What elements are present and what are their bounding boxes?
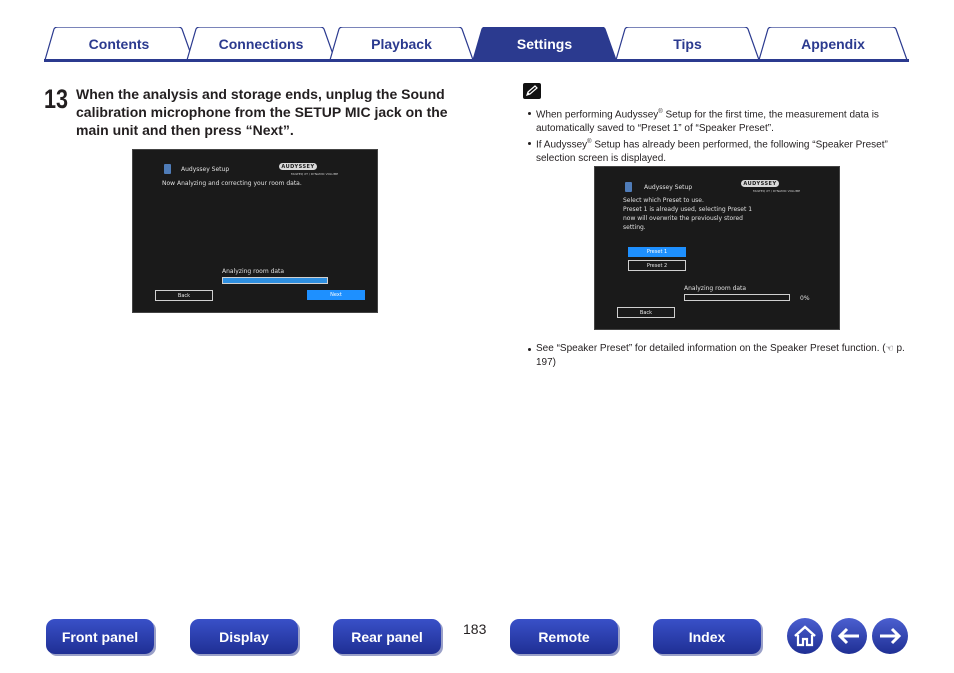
note-text: Setup for the first time, the measurement data is automatically saved to “Preset 1” of “Speaker Preset”. xyxy=(536,109,879,135)
tab-label: Tips xyxy=(673,35,702,52)
registered-mark: ® xyxy=(587,139,592,145)
tab-connections[interactable] xyxy=(186,27,336,60)
speaker-icon xyxy=(164,164,171,174)
screen-line: setting. xyxy=(623,224,646,231)
front-panel-button[interactable]: Front panel xyxy=(46,619,154,654)
note-already-performed xyxy=(536,135,911,166)
back-button[interactable]: Back xyxy=(155,290,213,301)
screen-title: Audyssey Setup xyxy=(644,184,693,191)
progress-label: Analyzing room data xyxy=(684,285,747,292)
progress-fill xyxy=(223,278,327,283)
screen-line: Select which Preset to use. xyxy=(623,197,704,204)
audyssey-logo-sub: MULTEQ XT / DYNAMIC VOLUME xyxy=(291,172,339,176)
tab-tips[interactable] xyxy=(615,27,760,60)
back-button[interactable]: Back xyxy=(617,307,675,318)
note-first-time xyxy=(536,105,911,136)
tab-underline xyxy=(44,59,909,62)
memo-pencil-icon xyxy=(523,83,541,99)
step-instruction: When the analysis and storage ends, unplug the Sound calibration microphone from the SETUP MIC jack on the main unit and then press “Next”. xyxy=(76,86,448,138)
progress-bar xyxy=(222,277,328,284)
tab-label: Contents xyxy=(88,35,150,52)
audyssey-logo: AUDYSSEY xyxy=(279,163,317,170)
screen-analyzing xyxy=(132,149,378,313)
screen-line: now will overwrite the previously stored xyxy=(623,215,743,222)
note-text: If Audyssey xyxy=(536,139,588,151)
tab-appendix[interactable] xyxy=(758,27,908,60)
next-button[interactable]: Next xyxy=(307,290,365,300)
bullet xyxy=(528,112,531,115)
screen-line: Preset 1 is already used, selecting Preset 1 xyxy=(623,206,753,213)
display-button[interactable]: Display xyxy=(190,619,298,654)
audyssey-logo-sub: MULTEQ XT / DYNAMIC VOLUME xyxy=(753,189,801,193)
step-number: 13 xyxy=(44,84,69,114)
registered-mark: ® xyxy=(658,109,663,115)
index-button[interactable]: Index xyxy=(653,619,761,654)
page-reference-icon: ☜ xyxy=(885,343,894,353)
tab-label: Playback xyxy=(371,35,432,52)
tab-contents[interactable] xyxy=(44,27,194,60)
screen-title: Audyssey Setup xyxy=(181,166,230,173)
home-icon[interactable] xyxy=(787,618,823,654)
tab-label: Appendix xyxy=(801,35,865,52)
preset-2-button[interactable]: Preset 2 xyxy=(628,260,686,271)
page-number: 183 xyxy=(463,621,487,637)
tab-label: Connections xyxy=(218,35,304,52)
note-see-speaker-preset xyxy=(536,341,911,370)
tab-settings[interactable] xyxy=(472,27,617,60)
preset-1-button[interactable]: Preset 1 xyxy=(628,247,686,257)
tab-playback[interactable] xyxy=(329,27,474,60)
rear-panel-button[interactable]: Rear panel xyxy=(333,619,441,654)
bullet xyxy=(528,348,531,351)
note-text: See “Speaker Preset” for detailed information on the Speaker Preset function. ( xyxy=(536,343,886,354)
tab-label: Settings xyxy=(516,35,573,52)
note-text: When performing Audyssey xyxy=(536,109,659,121)
forward-arrow-icon[interactable] xyxy=(872,618,908,654)
bullet xyxy=(528,142,531,145)
screen-message: Now Analyzing and correcting your room data. xyxy=(162,180,302,187)
audyssey-logo: AUDYSSEY xyxy=(741,180,779,187)
back-arrow-icon[interactable] xyxy=(831,618,867,654)
progress-bar xyxy=(684,294,790,301)
remote-button[interactable]: Remote xyxy=(510,619,618,654)
note-text: p. 197) xyxy=(536,343,905,368)
note-text: Setup has already been performed, the following “Speaker Preset” selection screen is displayed. xyxy=(536,139,888,165)
progress-label: Analyzing room data xyxy=(222,268,285,275)
progress-percent: 0% xyxy=(800,295,810,302)
screen-speaker-preset xyxy=(594,166,840,330)
speaker-icon xyxy=(625,182,632,192)
